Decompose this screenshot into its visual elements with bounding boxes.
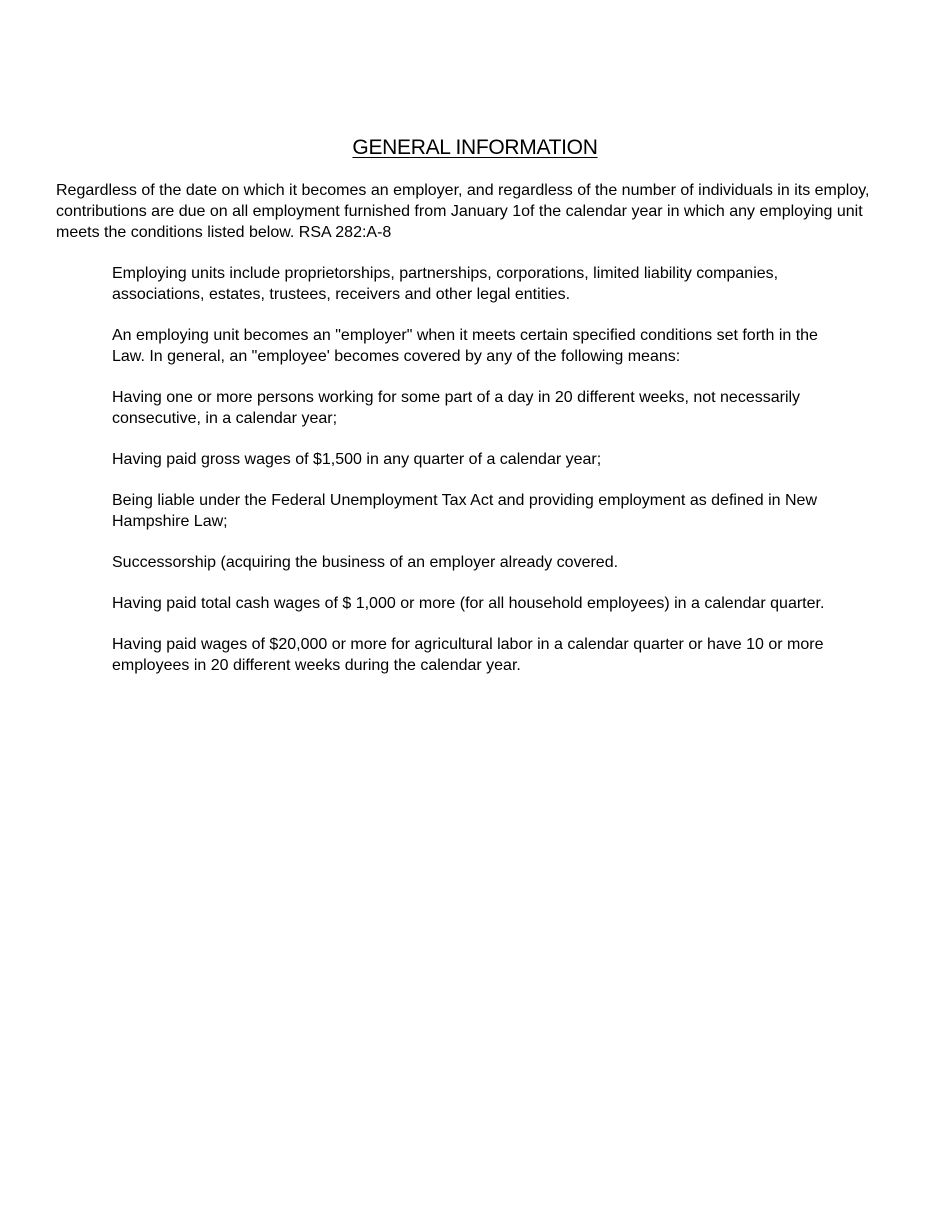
conditions-list <box>112 263 842 696</box>
condition-household-wages: Having paid total cash wages of $ 1,000 or more (for all household employees) in a calendar quarter. <box>112 595 825 612</box>
paragraph-employer-definition: An employing unit becomes an "employer" when it meets certain specified conditions set forth in the Law. In general, an "employee' becomes covered by any of the following means: <box>112 327 818 365</box>
intro-paragraph: Regardless of the date on which it becomes an employer, and regardless of the number of individuals in its employ, contributions are due on all employment furnished from January 1of the calendar year in which any employing unit meets the conditions listed below. RSA 282:A-8 <box>56 182 870 241</box>
page-title-text: GENERAL INFORMATION <box>352 136 598 159</box>
condition-agricultural-labor: Having paid wages of $20,000 or more for agricultural labor in a calendar quarter or have 10 or more employees in 20 different weeks during the calendar year. <box>112 636 824 674</box>
condition-gross-wages: Having paid gross wages of $1,500 in any quarter of a calendar year; <box>112 451 602 468</box>
condition-successorship: Successorship (acquiring the business of an employer already covered. <box>112 554 619 571</box>
condition-futa-liability: Being liable under the Federal Unemployment Tax Act and providing employment as defined in New Hampshire Law; <box>112 492 817 530</box>
condition-twenty-weeks: Having one or more persons working for some part of a day in 20 different weeks, not necessarily consecutive, in a calendar year; <box>112 389 801 427</box>
page-title <box>0 136 950 160</box>
paragraph-employing-units: Employing units include proprietorships, partnerships, corporations, limited liability companies, associations, estates, trustees, receivers and other legal entities. <box>112 265 779 303</box>
